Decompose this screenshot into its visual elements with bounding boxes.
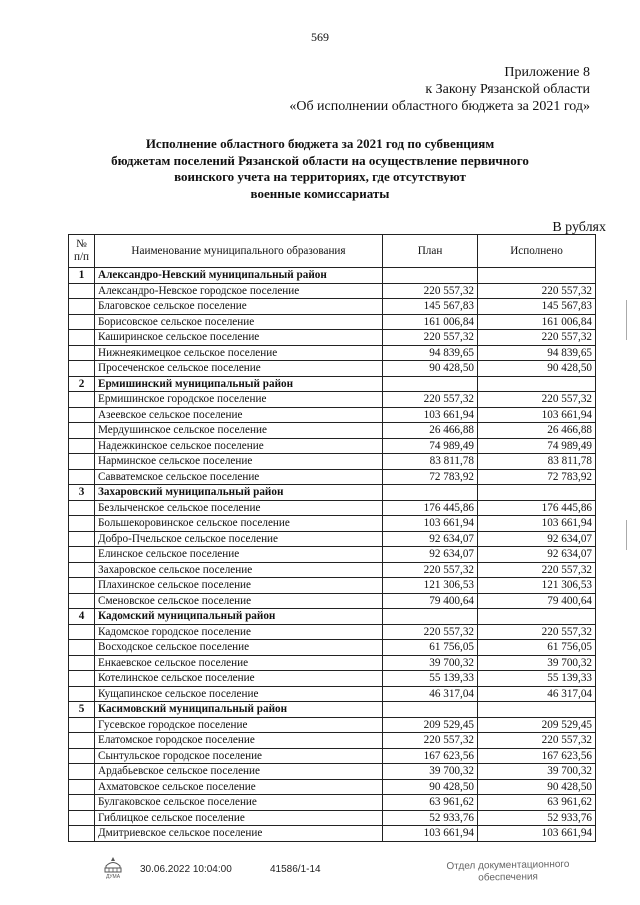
settlement-name: Каширинское сельское поселение [95,330,383,346]
plan-value: 103 661,94 [383,516,478,532]
appendix-line-1: Приложение 8 [504,65,590,80]
row-number [69,562,95,578]
plan-value: 90 428,50 [383,779,478,795]
page-number: 569 [311,30,329,44]
executed-value: 103 661,94 [478,516,596,532]
row-number [69,547,95,563]
row-number [69,624,95,640]
executed-value: 63 961,62 [478,795,596,811]
settlement-name: Нижнеякимецкое сельское поселение [95,345,383,361]
executed-value: 46 317,04 [478,686,596,702]
row-number [69,655,95,671]
plan-value: 176 445,86 [383,500,478,516]
settlement-name: Гиблицкое сельское поселение [95,810,383,826]
row-number [69,299,95,315]
table-body [69,268,596,842]
settlement-name: Кущапинское сельское поселение [95,686,383,702]
header-plan: План [383,235,478,268]
executed-value: 103 661,94 [478,826,596,842]
plan-value: 145 567,83 [383,299,478,315]
executed-value: 92 634,07 [478,531,596,547]
budget-table [68,234,596,842]
title-line-3: воинского учета на территориях, где отсутствуют [174,169,466,184]
executed-value: 220 557,32 [478,733,596,749]
executed-value: 209 529,45 [478,717,596,733]
settlement-name: Савватемское сельское поселение [95,469,383,485]
district-name: Кадомский муниципальный район [95,609,383,625]
settlement-name: Гусевское городское поселение [95,717,383,733]
row-number [69,500,95,516]
document-title [80,136,560,202]
table-row [69,531,596,547]
executed-value: 220 557,32 [478,624,596,640]
district-number: 3 [69,485,95,501]
table-row [69,795,596,811]
executed-value: 74 989,49 [478,438,596,454]
settlement-name: Борисовское сельское поселение [95,314,383,330]
table-row [69,733,596,749]
district-executed [478,268,596,284]
settlement-name: Сынтульское городское поселение [95,748,383,764]
footer-datetime: 30.06.2022 10:04:00 [140,864,232,875]
executed-value: 167 623,56 [478,748,596,764]
plan-value: 103 661,94 [383,826,478,842]
district-row [69,609,596,625]
plan-value: 39 700,32 [383,764,478,780]
district-row [69,376,596,392]
row-number [69,717,95,733]
table-header [69,235,596,268]
row-number [69,392,95,408]
executed-value: 145 567,83 [478,299,596,315]
district-name: Ермишинский муниципальный район [95,376,383,392]
executed-value: 26 466,88 [478,423,596,439]
plan-value: 90 428,50 [383,361,478,377]
plan-value: 72 783,92 [383,469,478,485]
department-line-1: Отдел документационного [446,858,570,873]
plan-value: 103 661,94 [383,407,478,423]
settlement-name: Нарминское сельское поселение [95,454,383,470]
district-row [69,268,596,284]
table-row [69,299,596,315]
emblem-text: ДУМА [105,874,121,879]
executed-value: 220 557,32 [478,283,596,299]
row-number [69,779,95,795]
table-row [69,283,596,299]
settlement-name: Ардабьевское сельское поселение [95,764,383,780]
row-number [69,438,95,454]
department-line-2: обеспечения [478,871,539,884]
table-row [69,686,596,702]
settlement-name: Елатомское городское поселение [95,733,383,749]
plan-value: 74 989,49 [383,438,478,454]
table-row [69,826,596,842]
row-number [69,826,95,842]
settlement-name: Азеевское сельское поселение [95,407,383,423]
table-row [69,345,596,361]
table-row [69,717,596,733]
header-executed: Исполнено [478,235,596,268]
header-number: № п/п [69,235,95,268]
header-row [69,235,596,268]
table-row [69,500,596,516]
plan-value: 220 557,32 [383,283,478,299]
appendix-line-2: к Закону Рязанской области [425,82,590,97]
title-line-2: бюджетам поселений Рязанской области на осуществление первичного [111,152,529,168]
row-number [69,469,95,485]
row-number [69,686,95,702]
executed-value: 72 783,92 [478,469,596,485]
executed-value: 83 811,78 [478,454,596,470]
district-plan [383,485,478,501]
executed-value: 90 428,50 [478,779,596,795]
row-number [69,407,95,423]
scan-margin-mark [626,520,627,550]
table-row [69,438,596,454]
table-row [69,454,596,470]
plan-value: 83 811,78 [383,454,478,470]
settlement-name: Надежкинское сельское поселение [95,438,383,454]
district-executed [478,376,596,392]
row-number [69,454,95,470]
row-number [69,671,95,687]
plan-value: 92 634,07 [383,547,478,563]
table-row [69,562,596,578]
row-number [69,283,95,299]
executed-value: 220 557,32 [478,330,596,346]
row-number [69,361,95,377]
district-row [69,702,596,718]
executed-value: 176 445,86 [478,500,596,516]
table-row [69,407,596,423]
settlement-name: Просеченское сельское поселение [95,361,383,377]
executed-value: 39 700,32 [478,655,596,671]
table-row [69,423,596,439]
row-number [69,640,95,656]
district-name: Захаровский муниципальный район [95,485,383,501]
plan-value: 79 400,64 [383,593,478,609]
table-row [69,392,596,408]
district-plan [383,376,478,392]
district-number: 4 [69,609,95,625]
settlement-name: Александро-Невское городское поселение [95,283,383,299]
district-plan [383,268,478,284]
row-number [69,345,95,361]
table-row [69,655,596,671]
settlement-name: Елинское сельское поселение [95,547,383,563]
executed-value: 52 933,76 [478,810,596,826]
table-row [69,330,596,346]
district-executed [478,609,596,625]
district-executed [478,702,596,718]
settlement-name: Плахинское сельское поселение [95,578,383,594]
plan-value: 92 634,07 [383,531,478,547]
table-row [69,516,596,532]
appendix-line-3: «Об исполнении областного бюджета за 2021 год» [289,99,590,114]
plan-value: 209 529,45 [383,717,478,733]
row-number [69,531,95,547]
duma-emblem-icon [100,855,126,884]
units-label: В рублях [552,220,606,235]
table-row [69,314,596,330]
executed-value: 39 700,32 [478,764,596,780]
district-number: 5 [69,702,95,718]
table-row [69,748,596,764]
plan-value: 161 006,84 [383,314,478,330]
executed-value: 220 557,32 [478,392,596,408]
scan-margin-mark [626,300,627,340]
executed-value: 92 634,07 [478,547,596,563]
executed-value: 79 400,64 [478,593,596,609]
plan-value: 39 700,32 [383,655,478,671]
executed-value: 61 756,05 [478,640,596,656]
row-number [69,810,95,826]
row-number [69,578,95,594]
executed-value: 220 557,32 [478,562,596,578]
executed-value: 94 839,65 [478,345,596,361]
plan-value: 52 933,76 [383,810,478,826]
plan-value: 220 557,32 [383,562,478,578]
executed-value: 161 006,84 [478,314,596,330]
executed-value: 103 661,94 [478,407,596,423]
settlement-name: Добро-Пчельское сельское поселение [95,531,383,547]
settlement-name: Енкаевское сельское поселение [95,655,383,671]
settlement-name: Дмитриевское сельское поселение [95,826,383,842]
row-number [69,764,95,780]
plan-value: 94 839,65 [383,345,478,361]
plan-value: 63 961,62 [383,795,478,811]
title-line-1: Исполнение областного бюджета за 2021 год по субвенциям [145,136,495,151]
district-number: 2 [69,376,95,392]
district-plan [383,609,478,625]
plan-value: 220 557,32 [383,392,478,408]
row-number [69,795,95,811]
district-name: Касимовский муниципальный район [95,702,383,718]
plan-value: 167 623,56 [383,748,478,764]
plan-value: 220 557,32 [383,330,478,346]
settlement-name: Мердушинское сельское поселение [95,423,383,439]
department-stamp [438,859,578,885]
title-line-4: военные комиссариаты [250,185,390,201]
table-row [69,361,596,377]
table-row [69,671,596,687]
settlement-name: Кадомское городское поселение [95,624,383,640]
table-row [69,469,596,485]
row-number [69,516,95,532]
table-row [69,624,596,640]
row-number [69,593,95,609]
district-number: 1 [69,268,95,284]
plan-value: 61 756,05 [383,640,478,656]
row-number [69,314,95,330]
settlement-name: Безлыченское сельское поселение [95,500,383,516]
settlement-name: Булгаковское сельское поселение [95,795,383,811]
district-plan [383,702,478,718]
table-row [69,640,596,656]
settlement-name: Ахматовское сельское поселение [95,779,383,795]
header-name: Наименование муниципального образования [95,235,383,268]
district-name: Александро-Невский муниципальный район [95,268,383,284]
row-number [69,423,95,439]
plan-value: 220 557,32 [383,624,478,640]
executed-value: 121 306,53 [478,578,596,594]
appendix-reference [289,64,590,115]
plan-value: 55 139,33 [383,671,478,687]
executed-value: 55 139,33 [478,671,596,687]
plan-value: 46 317,04 [383,686,478,702]
plan-value: 26 466,88 [383,423,478,439]
district-executed [478,485,596,501]
settlement-name: Захаровское сельское поселение [95,562,383,578]
settlement-name: Ермишинское городское поселение [95,392,383,408]
table-row [69,593,596,609]
footer-document-code: 41586/1-14 [270,864,321,875]
settlement-name: Большекоровинское сельское поселение [95,516,383,532]
plan-value: 220 557,32 [383,733,478,749]
row-number [69,748,95,764]
table-row [69,578,596,594]
settlement-name: Котелинское сельское поселение [95,671,383,687]
settlement-name: Сменовское сельское поселение [95,593,383,609]
row-number [69,330,95,346]
settlement-name: Благовское сельское поселение [95,299,383,315]
district-row [69,485,596,501]
plan-value: 121 306,53 [383,578,478,594]
settlement-name: Восходское сельское поселение [95,640,383,656]
table-row [69,779,596,795]
table-row [69,547,596,563]
table-row [69,764,596,780]
row-number [69,733,95,749]
executed-value: 90 428,50 [478,361,596,377]
table-row [69,810,596,826]
